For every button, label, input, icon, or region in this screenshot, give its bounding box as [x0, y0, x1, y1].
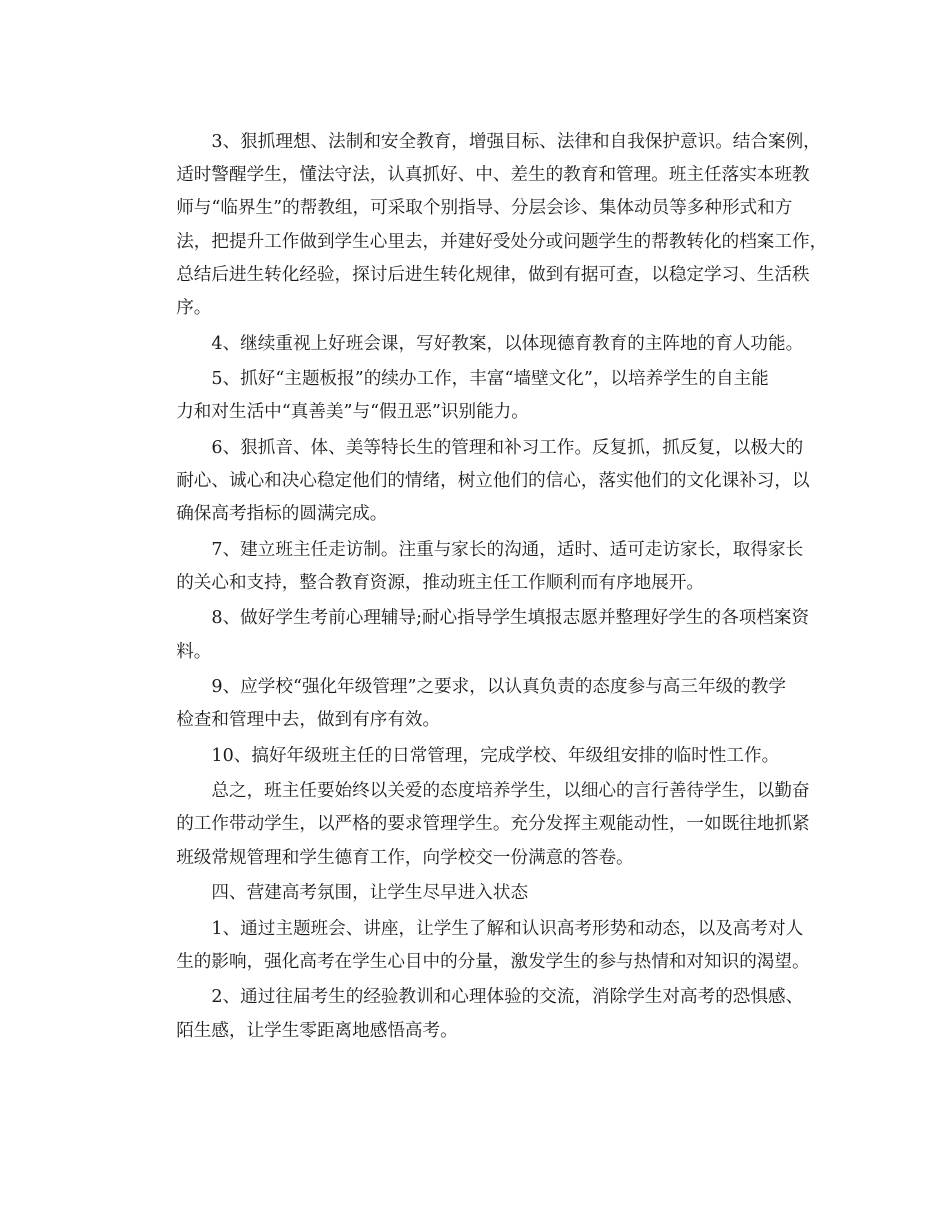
paragraph-item-7	[141, 534, 807, 600]
paragraph-item-5	[141, 363, 807, 429]
text-line: 的关心和支持，整合教育资源，推动班主任工作顺利而有序地展开。	[176, 572, 705, 593]
paragraph-item-3	[141, 126, 828, 325]
paragraph-item-8	[141, 602, 810, 668]
text-line: 4、继续重视上好班会课，写好教案，以体现德育教育的主阵地的育人功能。	[211, 333, 804, 354]
text-line: 力和对生活中“真善美”与“假丑恶”识别能力。	[176, 402, 529, 423]
text-line: 1、通过主题班会、讲座，让学生了解和认识高考形势和动态，以及高考对人	[211, 918, 804, 939]
paragraph-section-item-2	[141, 981, 807, 1047]
text-line: 料。	[176, 641, 212, 662]
text-line: 8、做好学生考前心理辅导;耐心指导学生填报志愿并整理好学生的各项档案资	[211, 608, 810, 629]
text-line: 5、抓好“主题板报”的续办工作，丰富“墙壁文化”，以培养学生的自主能	[211, 369, 769, 390]
text-line: 9、应学校“强化年级管理”之要求，以认真负责的态度参与高三年级的教学	[211, 677, 786, 698]
text-line: 法，把提升工作做到学生心里去，并建好受处分或问题学生的帮教转化的档案工作，	[176, 231, 828, 252]
text-line: 班级常规管理和学生德育工作，向学校交一份满意的答卷。	[176, 847, 634, 868]
paragraph-summary	[141, 775, 810, 875]
paragraph-section-item-1	[141, 913, 810, 979]
text-line: 序。	[176, 298, 212, 319]
text-line: 7、建立班主任走访制。注重与家长的沟通，适时、适可走访家长，取得家长	[211, 539, 804, 560]
paragraph-item-10	[141, 740, 807, 773]
text-line: 四、营建高考氛围，让学生尽早进入状态	[211, 883, 529, 904]
text-line: 确保高考指标的圆满完成。	[176, 504, 388, 525]
paragraph-item-4	[141, 328, 807, 361]
text-line: 6、狠抓音、体、美等特长生的管理和补习工作。反复抓，抓反复，以极大的	[211, 437, 804, 458]
text-line: 生的影响，强化高考在学生心目中的分量，激发学生的参与热情和对知识的渴望。	[176, 951, 810, 972]
text-line: 2、通过往届考生的经验教训和心理体验的交流，消除学生对高考的恐惧感、	[211, 987, 804, 1008]
text-line: 师与“临界生”的帮教组，可采取个别指导、分层会诊、集体动员等多种形式和方	[176, 198, 793, 219]
text-line: 陌生感，让学生零距离地感悟高考。	[176, 1020, 458, 1041]
text-line: 检查和管理中去，做到有序有效。	[176, 710, 441, 731]
document-body	[141, 126, 828, 1050]
text-line: 3、狠抓理想、法制和安全教育，增强目标、法律和自我保护意识。结合案例，	[211, 132, 821, 152]
text-line: 总结后进生转化经验，探讨后进生转化规律，做到有据可查，以稳定学习、生活秩	[176, 264, 810, 285]
text-line: 10、搞好年级班主任的日常管理，完成学校、年级组安排的临时性工作。	[211, 745, 780, 766]
paragraph-item-9	[141, 671, 807, 737]
section-heading	[141, 877, 807, 910]
text-line: 的工作带动学生，以严格的要求管理学生。充分发挥主观能动性，一如既往地抓紧	[176, 814, 810, 835]
text-line: 总之，班主任要始终以关爱的态度培养学生，以细心的言行善待学生，以勤奋	[211, 781, 810, 802]
text-line: 适时警醒学生，懂法守法，认真抓好、中、差生的教育和管理。班主任落实本班教	[176, 165, 810, 186]
paragraph-item-6	[141, 432, 810, 532]
text-line: 耐心、诚心和决心稳定他们的情绪，树立他们的信心，落实他们的文化课补习，以	[176, 470, 810, 491]
